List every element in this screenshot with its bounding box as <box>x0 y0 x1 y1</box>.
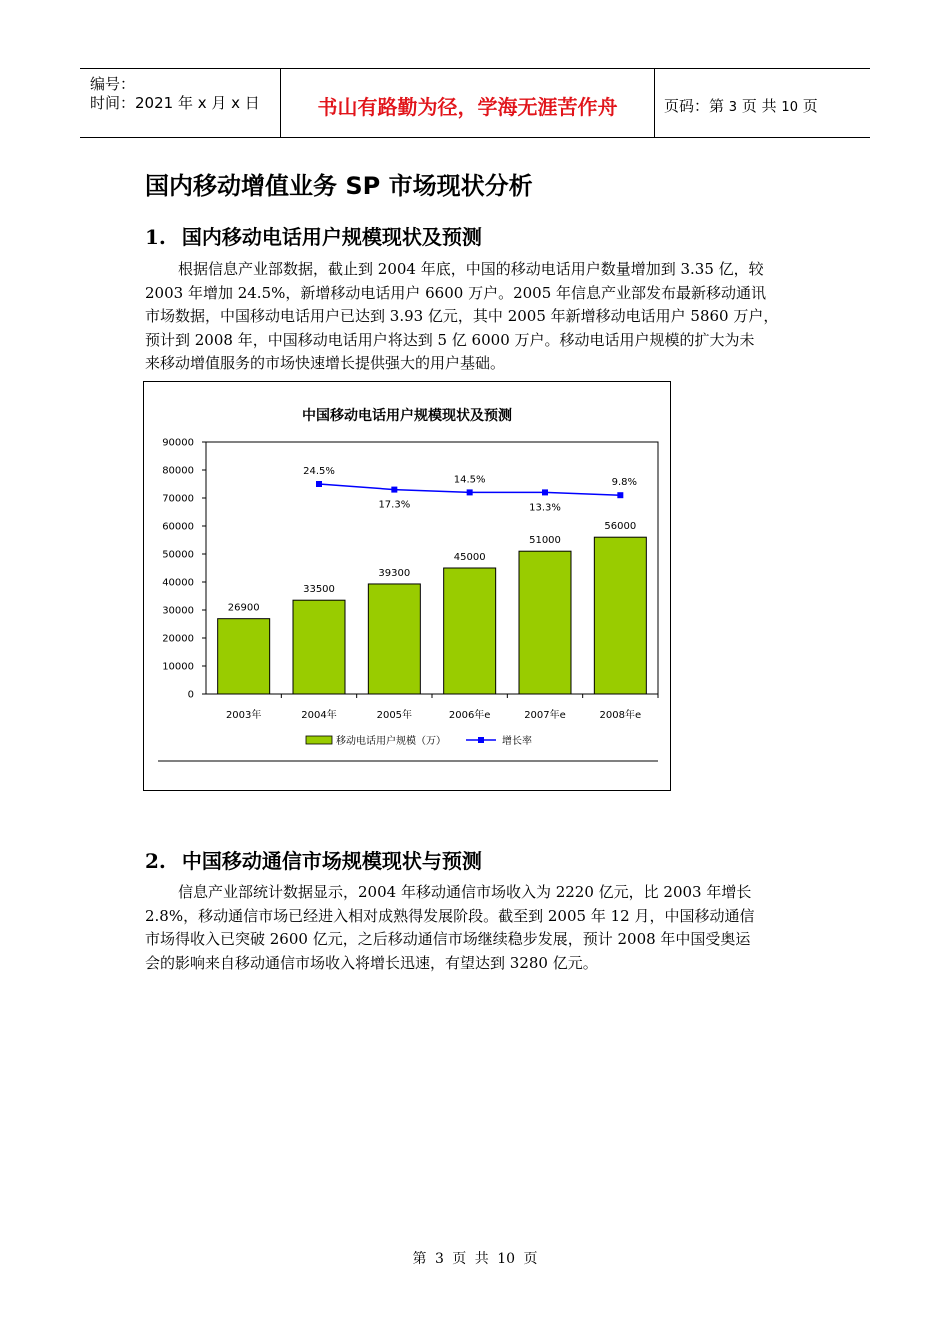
growth-rate-point <box>391 487 397 493</box>
bar <box>594 537 646 694</box>
bar-value-label: 51000 <box>529 535 561 547</box>
growth-rate-label: 9.8% <box>611 477 638 489</box>
section-paragraph-2 <box>145 881 809 975</box>
section-title: 中国移动通信市场规模现状与预测 <box>181 849 482 873</box>
legend-line-marker <box>478 737 484 743</box>
x-tick-label: 2003年 <box>225 710 262 721</box>
x-axis <box>226 694 658 721</box>
bar-value-label: 45000 <box>453 552 486 563</box>
bar <box>218 619 270 694</box>
chart <box>143 381 671 791</box>
y-tick-label: 80000 <box>162 465 194 477</box>
section-paragraph-1 <box>145 258 809 376</box>
growth-rate-label: 13.3% <box>529 502 561 514</box>
x-tick-label: 2007年e <box>524 710 566 721</box>
page-footer: 第 3 页 共 10 页 <box>412 1251 538 1267</box>
paragraph-line: 2.8%，移动通信市场已经进入相对成熟得发展阶段。截至到 2005 年 12 月，中国移动通信 <box>145 906 755 925</box>
growth-rate-label: 14.5% <box>453 474 486 486</box>
page-current: 3 <box>728 100 738 115</box>
bar-value-label: 56000 <box>604 521 637 533</box>
growth-rate-point <box>617 492 623 498</box>
section-heading-1 <box>145 221 482 250</box>
y-tick-label: 20000 <box>162 633 194 645</box>
y-tick-label: 30000 <box>162 605 194 617</box>
growth-rate-point <box>316 481 322 487</box>
paragraph-line: 市场得收入已突破 2600 亿元，之后移动通信市场继续稳步发展，预计 2008 年中国受奥运 <box>145 930 751 948</box>
paragraph-line: 预计到 2008 年，中国移动电话用户将达到 5 亿 6000 万户。移动电话用户规模的扩大为未 <box>145 330 755 349</box>
bar <box>368 584 420 694</box>
legend-bar-label: 移动电话用户规模（万） <box>336 736 446 747</box>
section-number: 1. <box>145 225 166 249</box>
bar-value-label: 39300 <box>378 567 411 579</box>
x-tick-label: 2004年 <box>301 710 337 721</box>
paragraph-line: 会的影响来自移动通信市场收入将增长迅速，有望达到 3280 亿元。 <box>145 953 598 972</box>
number-label: 编号： <box>90 75 136 93</box>
plot-area <box>206 442 658 694</box>
y-tick-label: 50000 <box>162 549 194 561</box>
time-label: 时间：2021 年 x 月 x 日 <box>90 94 260 112</box>
x-tick-label: 2006年e <box>448 710 491 721</box>
bar <box>444 568 496 694</box>
paragraph-line: 根据信息产业部数据，截止到 2004 年底，中国的移动电话用户数量增加到 3.35 亿，较 <box>178 260 764 278</box>
y-tick-label: 90000 <box>162 437 194 449</box>
bar <box>293 600 345 694</box>
y-tick-label: 60000 <box>162 521 194 533</box>
document-title: 国内移动增值业务 SP 市场现状分析 <box>145 172 533 200</box>
growth-rate-point <box>542 489 548 495</box>
legend-bar-swatch <box>306 736 332 744</box>
page-number-label <box>664 95 818 116</box>
y-tick-label: 0 <box>187 689 194 701</box>
paragraph-line: 市场数据，中国移动电话用户已达到 3.93 亿元，其中 2005 年新增移动电话用户 5860 万户， <box>145 307 779 325</box>
legend-line-label: 增长率 <box>502 736 532 747</box>
y-axis <box>162 438 206 701</box>
page-total: 10 <box>781 100 798 115</box>
growth-rate-label: 24.5% <box>303 466 335 477</box>
paragraph-line: 信息产业部统计数据显示，2004 年移动通信市场收入为 2220 亿元，比 2003 年增长 <box>178 883 752 901</box>
y-tick-label: 70000 <box>162 493 194 505</box>
x-tick-label: 2008年e <box>599 710 642 721</box>
legend <box>306 734 532 747</box>
bar-series <box>218 521 647 694</box>
section-heading-2 <box>145 845 482 874</box>
section-number: 2. <box>145 849 166 873</box>
chart-title: 中国移动电话用户规模现状及预测 <box>302 408 512 424</box>
page-mid: 页 共 <box>741 97 777 115</box>
growth-rate-label: 17.3% <box>378 499 411 511</box>
page-prefix: 页码：第 <box>664 97 725 115</box>
bar <box>519 551 571 694</box>
paragraph-line: 2003 年增加 24.5%，新增移动电话用户 6600 万户。2005 年信息产业部发布最新移动通讯 <box>145 283 767 302</box>
line-series <box>303 466 637 513</box>
page-suffix: 页 <box>802 97 818 115</box>
paragraph-line: 来移动增值服务的市场快速增长提供强大的用户基础。 <box>145 354 506 372</box>
header-meta <box>80 69 281 137</box>
y-tick-label: 40000 <box>162 577 194 589</box>
motto: 书山有路勤为径，学海无涯苦作舟 <box>317 95 618 119</box>
section-title: 国内移动电话用户规模现状及预测 <box>181 225 482 249</box>
x-tick-label: 2005年 <box>376 710 413 721</box>
growth-rate-point <box>467 489 473 495</box>
header-motto-cell <box>281 69 655 137</box>
chart-svg <box>144 382 670 790</box>
page-header <box>80 68 870 138</box>
y-tick-label: 10000 <box>162 661 194 673</box>
bar-value-label: 33500 <box>303 584 335 596</box>
bar-value-label: 26900 <box>227 602 260 614</box>
